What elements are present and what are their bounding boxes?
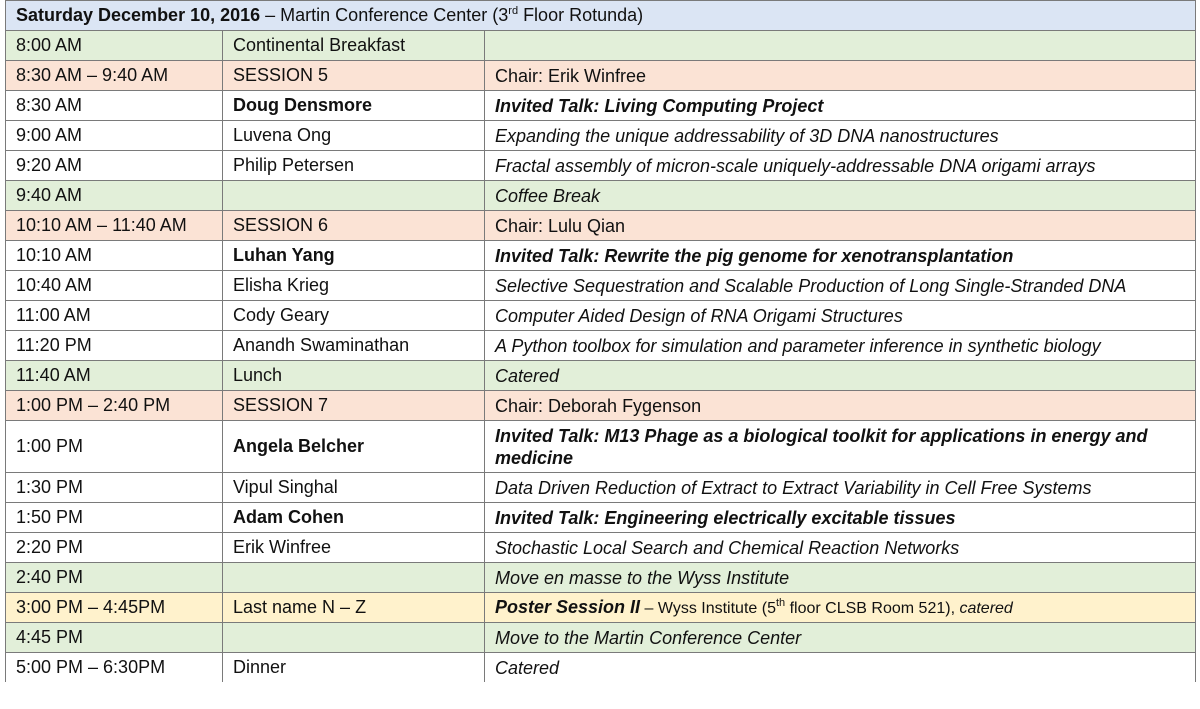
- time-cell: 9:20 AM: [6, 151, 223, 181]
- chair-cell: Chair: Lulu Qian: [485, 211, 1196, 241]
- presenter-cell: [223, 563, 485, 593]
- poster-title: Poster Session II: [495, 596, 641, 617]
- time-cell: 10:10 AM: [6, 241, 223, 271]
- schedule-date: Saturday December 10, 2016: [16, 5, 261, 25]
- poster-venue: – Wyss Institute (5: [640, 599, 776, 617]
- schedule-table: [5, 0, 1196, 682]
- title-cell: Stochastic Local Search and Chemical Reaction Networks: [485, 533, 1196, 563]
- time-cell: 1:00 PM – 2:40 PM: [6, 391, 223, 421]
- presenter-cell: Angela Belcher: [223, 421, 485, 473]
- poster-cell: [485, 593, 1196, 623]
- presenter-cell: Erik Winfree: [223, 533, 485, 563]
- title-cell: Invited Talk: Living Computing Project: [485, 91, 1196, 121]
- presenter-cell: [223, 181, 485, 211]
- presenter-cell: Philip Petersen: [223, 151, 485, 181]
- time-cell: 1:00 PM: [6, 421, 223, 473]
- schedule-row: [6, 473, 1196, 503]
- title-cell: Data Driven Reduction of Extract to Extract Variability in Cell Free Systems: [485, 473, 1196, 503]
- schedule-header: [6, 1, 1196, 31]
- time-cell: 8:30 AM: [6, 91, 223, 121]
- presenter-cell: Dinner: [223, 653, 485, 683]
- schedule-row: [6, 151, 1196, 181]
- title-cell: Expanding the unique addressability of 3D DNA nanostructures: [485, 121, 1196, 151]
- venue-text: – Martin Conference Center (3: [260, 5, 509, 25]
- venue-sup: rd: [508, 5, 519, 17]
- schedule-row: [6, 91, 1196, 121]
- schedule-row: [6, 421, 1196, 473]
- schedule-row: [6, 503, 1196, 533]
- presenter-cell: Adam Cohen: [223, 503, 485, 533]
- session-row: [6, 391, 1196, 421]
- chair-cell: Chair: Erik Winfree: [485, 61, 1196, 91]
- presenter-cell: [223, 623, 485, 653]
- title-cell: Move en masse to the Wyss Institute: [485, 563, 1196, 593]
- schedule-row: [6, 121, 1196, 151]
- title-cell: Move to the Martin Conference Center: [485, 623, 1196, 653]
- title-cell: Catered: [485, 653, 1196, 683]
- time-cell: 1:30 PM: [6, 473, 223, 503]
- presenter-cell: Continental Breakfast: [223, 31, 485, 61]
- title-cell: Fractal assembly of micron-scale uniquely-addressable DNA origami arrays: [485, 151, 1196, 181]
- presenter-cell: Vipul Singhal: [223, 473, 485, 503]
- schedule-row: [6, 31, 1196, 61]
- time-cell: 2:40 PM: [6, 563, 223, 593]
- time-cell: 1:50 PM: [6, 503, 223, 533]
- presenter-cell: Anandh Swaminathan: [223, 331, 485, 361]
- time-cell: 4:45 PM: [6, 623, 223, 653]
- presenter-cell: Doug Densmore: [223, 91, 485, 121]
- session-cell: SESSION 5: [223, 61, 485, 91]
- schedule-row: [6, 533, 1196, 563]
- title-cell: Selective Sequestration and Scalable Production of Long Single-Stranded DNA: [485, 271, 1196, 301]
- schedule-row: [6, 331, 1196, 361]
- schedule-row: [6, 241, 1196, 271]
- presenter-cell: Elisha Krieg: [223, 271, 485, 301]
- time-cell: 9:00 AM: [6, 121, 223, 151]
- presenter-cell: Luvena Ong: [223, 121, 485, 151]
- title-cell: Computer Aided Design of RNA Origami Structures: [485, 301, 1196, 331]
- time-cell: 3:00 PM – 4:45PM: [6, 593, 223, 623]
- title-cell: Invited Talk: Engineering electrically excitable tissues: [485, 503, 1196, 533]
- break-row: [6, 563, 1196, 593]
- time-cell: 10:10 AM – 11:40 AM: [6, 211, 223, 241]
- title-cell: A Python toolbox for simulation and parameter inference in synthetic biology: [485, 331, 1196, 361]
- session-cell: SESSION 7: [223, 391, 485, 421]
- presenter-cell: Luhan Yang: [223, 241, 485, 271]
- session-row: [6, 211, 1196, 241]
- presenter-cell: Cody Geary: [223, 301, 485, 331]
- schedule-header-row: [6, 1, 1196, 31]
- break-row: [6, 181, 1196, 211]
- time-cell: 8:00 AM: [6, 31, 223, 61]
- title-cell: Coffee Break: [485, 181, 1196, 211]
- venue-text-rest: Floor Rotunda): [518, 5, 644, 25]
- chair-cell: Chair: Deborah Fygenson: [485, 391, 1196, 421]
- title-cell: Invited Talk: M13 Phage as a biological toolkit for applications in energy and medicine: [485, 421, 1196, 473]
- time-cell: 8:30 AM – 9:40 AM: [6, 61, 223, 91]
- schedule-row: [6, 301, 1196, 331]
- title-cell: Invited Talk: Rewrite the pig genome for xenotransplantation: [485, 241, 1196, 271]
- title-cell: Catered: [485, 361, 1196, 391]
- session-row: [6, 61, 1196, 91]
- time-cell: 11:20 PM: [6, 331, 223, 361]
- break-row: [6, 361, 1196, 391]
- time-cell: 9:40 AM: [6, 181, 223, 211]
- break-row: [6, 623, 1196, 653]
- time-cell: 2:20 PM: [6, 533, 223, 563]
- schedule-row: [6, 653, 1196, 683]
- time-cell: 5:00 PM – 6:30PM: [6, 653, 223, 683]
- presenter-cell: Last name N – Z: [223, 593, 485, 623]
- time-cell: 11:00 AM: [6, 301, 223, 331]
- time-cell: 10:40 AM: [6, 271, 223, 301]
- time-cell: 11:40 AM: [6, 361, 223, 391]
- title-cell: [485, 31, 1196, 61]
- session-cell: SESSION 6: [223, 211, 485, 241]
- poster-row: [6, 593, 1196, 623]
- poster-venue-sup: th: [775, 596, 786, 609]
- presenter-cell: Lunch: [223, 361, 485, 391]
- poster-catered: catered: [959, 599, 1013, 617]
- poster-venue-rest: floor CLSB Room 521),: [785, 599, 960, 617]
- schedule-row: [6, 271, 1196, 301]
